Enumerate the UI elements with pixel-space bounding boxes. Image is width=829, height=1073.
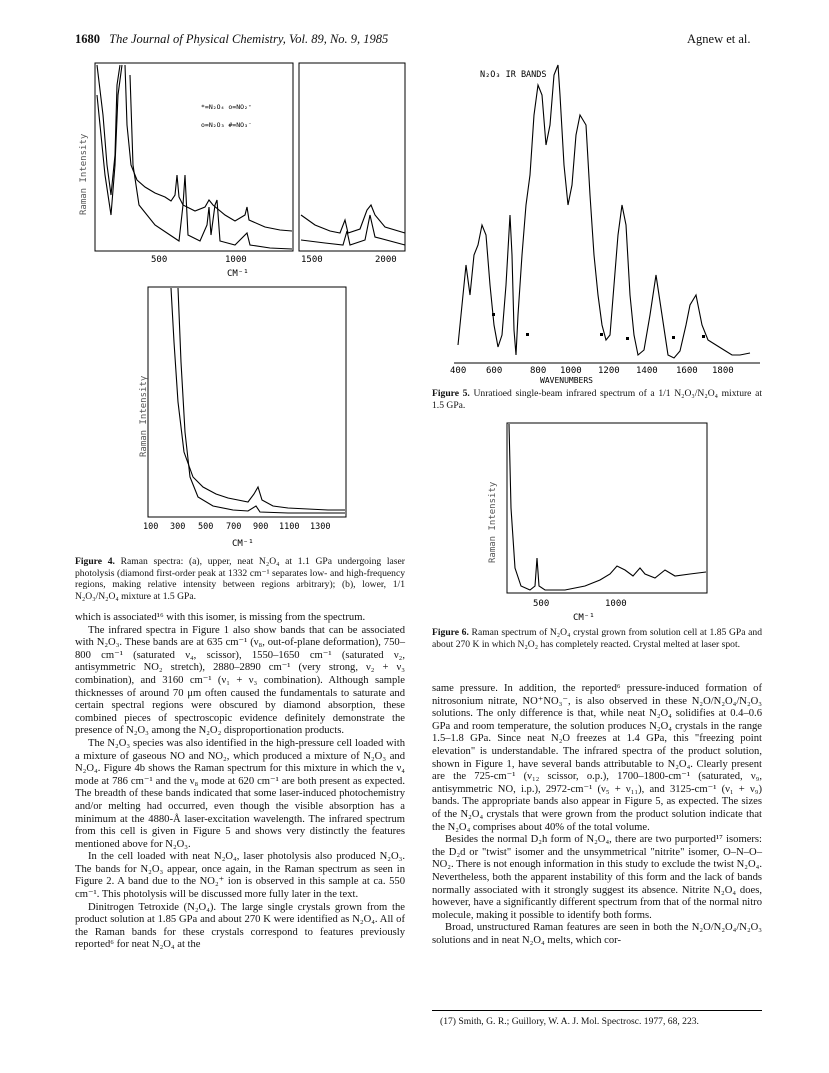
footnote-rule [432,1010,762,1011]
right-column-text [432,683,762,947]
figure-4b-xtick: 1300 [310,522,331,532]
figure-4b-xtick: 900 [253,522,269,532]
journal-name: The Journal of Physical Chemistry, Vol. 89, No. 9, 1985 [109,32,389,46]
figure-4b-xlabel: CM⁻¹ [232,539,254,549]
figure-4a-ylabel: Raman Intensity [79,133,89,215]
figure-4a [75,55,410,285]
figure-4a-xlabel: CM⁻¹ [227,269,249,279]
figure-4-caption-text: Raman spectra: (a), upper, neat N₂O₄ at 1.1 GPa undergoing laser photolysis (diamond first-order peak at 1332 cm⁻¹ separates low- and high-frequency regions, making relative intensity between regions arbitrary); (b), lower, 1/1 N₂O₃/N₂O₄ mixture at 1.5 GPa. [75,556,405,602]
figure-4-caption [75,556,405,602]
page-number: 1680 [75,32,100,46]
figure-6-ylabel: Raman Intensity [488,481,498,563]
figure-5-xtick: 1400 [636,366,658,376]
figure-4b-ylabel: Raman Intensity [139,375,149,457]
figure-4a-xtick: 1000 [225,255,247,265]
figure-5-title: N₂O₃ IR BANDS [480,70,547,80]
figure-4a-xtick: 2000 [375,255,397,265]
figure-6-frame [507,423,707,593]
page-header [75,32,388,47]
figure-5-xtick: 1800 [712,366,734,376]
figure-4a-xticks [151,255,397,265]
figure-4b-xtick: 500 [198,522,214,532]
figure-5-caption-text: Unratioed single-beam infrared spectrum of a 1/1 N₂O₃/N₂O₄ mixture at 1.5 GPa. [432,388,762,411]
figure-4a-legend-line2: o=N₂O₃ #=NO₃⁻ [201,121,252,129]
figure-4a-upper-trace [97,65,292,231]
paragraph: Dinitrogen Tetroxide (N₂O₄). The large single crystals grown from the product solution at 1.85 GPa and about 270 K were identified as N₂O₄. All of the Raman bands for these crystals correspond to features previously reported⁶ for neat N₂O₄ at the [75,901,405,951]
figure-4a-legend-line1: *=N₂O₄ o=NO₂⁺ [201,103,252,111]
paragraph: In the cell loaded with neat N₂O₄, laser photolysis also produced N₂O₃. The bands for N₂O₃ appear, once again, in the Raman spectrum as seen in Figure 2. A band due to the NO₂⁺ ion is observed in this sample at ca. 550 cm⁻¹. This photolysis will be discussed more fully later in the text. [75,851,405,901]
figure-4a-xtick: 1500 [301,255,323,265]
figure-5-xtick: 600 [486,366,503,376]
figure-5-caption-label: Figure 5. [432,388,470,399]
figure-4b-lower-trace [178,288,345,513]
figure-4b-xticks [143,522,330,532]
figure-5-xtick: 1200 [598,366,620,376]
figure-6-xtick: 500 [533,599,550,609]
paragraph: The infrared spectra in Figure 1 also show bands that can be associated with N₂O₃. These bands are at 635 cm⁻¹ (ν₈, out-of-plane deformation), 750–800 cm⁻¹ (saturated ν₄, scissor), 1550–1650 cm⁻¹ (saturated ν₂, antisymmetric NO₂ stretch), 2880–2890 cm⁻¹ (very strong, ν₂ + ν₃ combination), and 3160 cm⁻¹ (ν₁ + ν₃ combination). Although sample thicknesses of around 70 μm often caused the fundamentals to saturate and certain spectral regions were obscured by diamond absorption, these combined pieces of spectroscopic evidence definitely demonstrate the presence of N₂O₃ among the N₂O₂ disproportionation products. [75,624,405,737]
figure-6-caption-label: Figure 6. [432,627,469,638]
figure-5-xticks [450,366,734,376]
figure-6-spectrum-trace [509,424,706,590]
figure-6-xlabel: CM⁻¹ [573,613,595,623]
figure-5-spectrum-trace [458,65,750,358]
figure-4b-xtick: 300 [170,522,186,532]
paragraph: Besides the normal D₂h form of N₂O₄, there are two purported¹⁷ isomers: the D₂d or "twist" isomer and the unsymmetrical "nitrite" isomer, O–N–O–NO₂. There is not enough information in this study to exclude the twist N₂O₄. Nevertheless, both the apparent instability of this form and the lack of bands normally associated with it strongly suggest its absence. Nitrite N₂O₄ does, however, have a significantly different spectrum from that of the normal nitro molecule, making it possible to identify both forms. [432,834,762,921]
figure-4a-frame [95,63,405,251]
figure-4b-upper-trace [171,288,345,510]
left-column-text [75,612,405,952]
figure-4-caption-label: Figure 4. [75,556,115,567]
figure-6-caption-text: Raman spectrum of N₂O₄ crystal grown from solution cell at 1.85 GPa and about 270 K in which N₂O₂ has completely reacted. Crystal melted at laser spot. [432,627,762,650]
paragraph: Broad, unstructured Raman features are seen in both the N₂O/N₂O₄/N₂O₃ solutions and in neat N₂O₄ melts, which cor- [432,922,762,946]
figure-6-xticks [533,599,627,609]
running-authors: Agnew et al. [687,32,751,46]
figure-4a-legend [201,103,252,129]
figure-5-xtick: 1600 [676,366,698,376]
figure-4b-xtick: 100 [143,522,159,532]
figure-5 [440,55,770,385]
figure-5-xlabel: WAVENUMBERS [540,376,593,385]
figure-5-xtick: 1000 [560,366,582,376]
figure-4b-xtick: 1100 [279,522,300,532]
figure-4b-xtick: 700 [226,522,242,532]
figure-4b [138,282,353,552]
figure-5-band-markers [492,313,705,340]
footnote: (17) Smith, G. R.; Guillory, W. A. J. Mol. Spectrosc. 1977, 68, 223. [440,1016,699,1027]
paragraph: The N₂O₃ species was also identified in the high-pressure cell loaded with a mixture of gaseous NO and NO₂, which produced a mixture of N₂O₃ and N₂O₄. Figure 4b shows the Raman spectrum for this mixture in which the ν₄ mode at 786 cm⁻¹ and the ν₈ mode at 620 cm⁻¹ are both present as expected. The breadth of these bands indicated that some laser-induced photochemistry and/or melting had occurred, even though the visible absorption has a minimum at the 4880-Å laser-excitation wavelength. The infrared spectrum from this cell is given in Figure 5 and shows very distinctly the features mentioned above for N₂O₃. [75,737,405,850]
figure-5-xtick: 800 [530,366,547,376]
figure-5-caption [432,388,762,411]
figure-4a-high-region-trace [301,205,405,245]
paragraph: which is associated¹⁶ with this isomer, is missing from the spectrum. [75,612,366,623]
paragraph: same pressure. In addition, the reported⁶ pressure-induced formation of nitrosonium nitrate, NO⁺NO₃⁻, is also observed in these N₂O/N₂O₄/N₂O₃ solutions. The only difference is that, while neat N₂O₄ solidifies at 0.4–0.6 GPa and room temperature, the solution produces N₂O₄ crystals in the range 1.5–1.8 GPa. Since neat N₂O freezes at 1.4 GPa, this "freezing point elevation" is understandable. The infrared spectra of the product solution, shown in Figure 1, have several bands attributable to N₂O₄. Clearly present are the 725-cm⁻¹ (ν₁₂ scissor, o.p.), 1700–1800-cm⁻¹ (saturated, ν₉, antisymmetric NO, i.p.), 2972-cm⁻¹ (ν₅ + ν₁₁), and 3125-cm⁻¹ (ν₁ + ν₉) bands. The appropriate bands also appear in Figure 5, as expected. The sizes of the N₂O₄ crystals that were grown from the product solution indicate that the N₂O₄ comprises about 40% of the total volume. [432,683,762,833]
figure-6-caption [432,627,762,650]
figure-6 [475,418,715,623]
figure-5-xtick: 400 [450,366,467,376]
figure-4a-xtick: 500 [151,255,168,265]
figure-6-xtick: 1000 [605,599,627,609]
